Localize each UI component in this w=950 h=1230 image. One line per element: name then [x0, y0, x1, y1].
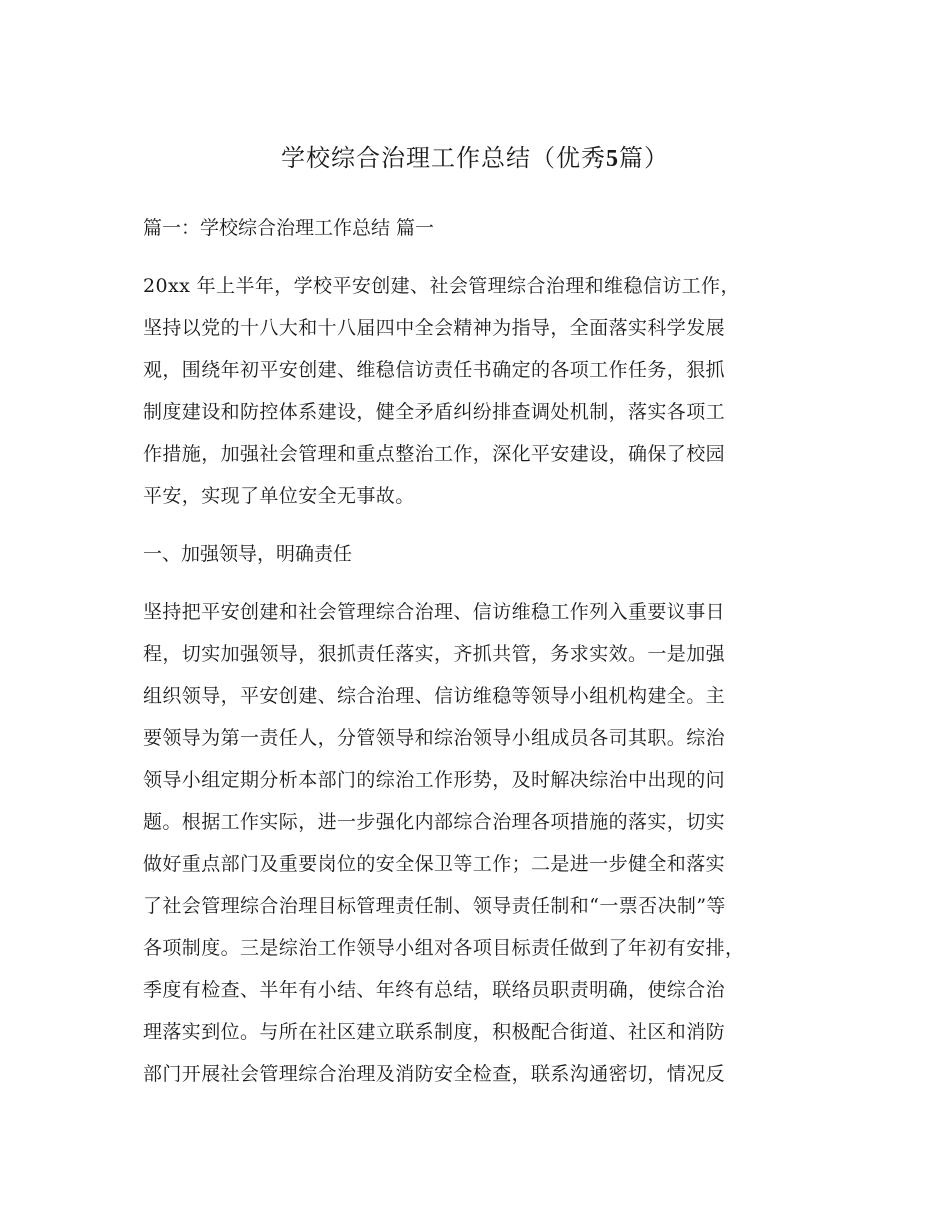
paragraph-line: 坚持把平安创建和社会管理综合治理、信访维稳工作列入重要议事日: [143, 601, 726, 623]
paragraph-line: 制度建设和防控体系建设，健全矛盾纠纷排查调处机制，落实各项工: [143, 401, 726, 423]
title-text: 学校综合治理工作总结（优秀: [281, 144, 606, 172]
paragraph-line: 要领导为第一责任人，分管领导和综治领导小组成员各司其职。综治: [143, 727, 726, 749]
paragraph-line: 平安，实现了单位安全无事故。: [143, 485, 415, 507]
paragraph-line: 作措施，加强社会管理和重点整治工作，深化平安建设，确保了校园: [143, 443, 726, 465]
paragraph-line: 组织领导，平安创建、综合治理、信访维稳等领导小组机构建全。主: [143, 685, 726, 707]
subheading: 一、加强领导，明确责任: [143, 543, 353, 565]
document-title: [0, 140, 950, 177]
paragraph-line: 坚持以党的十八大和十八届四中全会精神为指导，全面落实科学发展: [143, 317, 726, 339]
paragraph-line: 各项制度。三是综治工作领导小组对各项目标责任做到了年初有安排，: [143, 937, 745, 959]
paragraph-line: 做好重点部门及重要岗位的安全保卫等工作；二是进一步健全和落实: [143, 853, 726, 875]
paragraph-line: 观，围绕年初平安创建、维稳信访责任书确定的各项工作任务，狠抓: [143, 359, 726, 381]
paragraph-line: 部门开展社会管理综合治理及消防安全检查，联系沟通密切，情况反: [143, 1063, 726, 1085]
title-tail: 篇）: [619, 144, 669, 172]
paragraph-line: 季度有检查、半年有小结、年终有总结，联络员职责明确，使综合治: [143, 979, 726, 1001]
paragraph-line: 理落实到位。与所在社区建立联系制度，积极配合街道、社区和消防: [143, 1021, 726, 1043]
paragraph-line: 20xx 年上半年，学校平安创建、社会管理综合治理和维稳信访工作，: [143, 275, 740, 297]
paragraph-line: 程，切实加强领导，狠抓责任落实，齐抓共管，务求实效。一是加强: [143, 643, 726, 665]
paragraph-line: 领导小组定期分析本部门的综治工作形势，及时解决综治中出现的问: [143, 769, 726, 791]
title-number: 5: [606, 146, 619, 172]
paragraph-line: 题。根据工作实际，进一步强化内部综合治理各项措施的落实，切实: [143, 811, 726, 833]
paragraph-line: 了社会管理综合治理目标管理责任制、领导责任制和“一票否决制”等: [143, 895, 726, 917]
section-heading: 篇一：学校综合治理工作总结 篇一: [143, 217, 435, 239]
